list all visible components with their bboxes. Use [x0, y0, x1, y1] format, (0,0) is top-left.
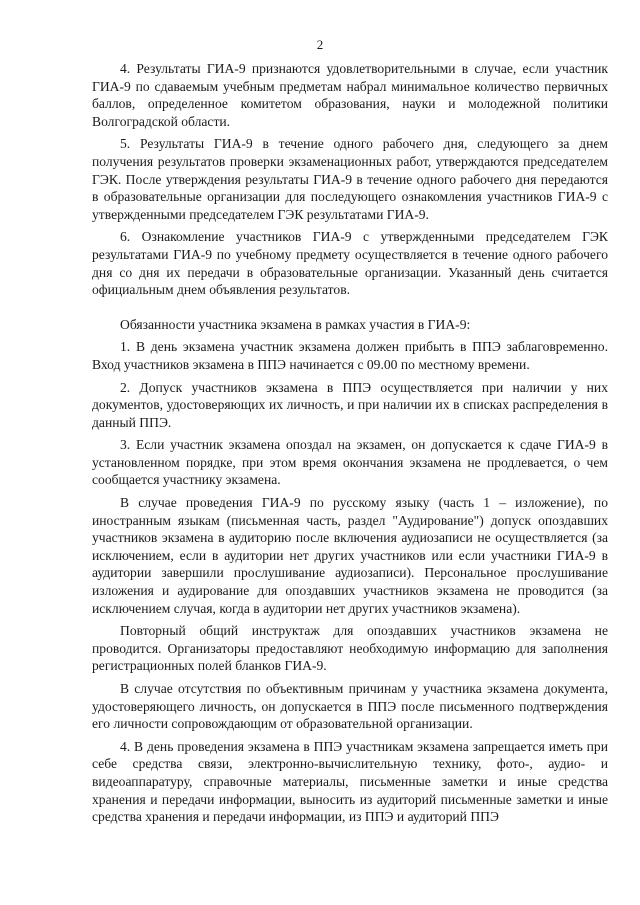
paragraph-briefing: Повторный общий инструктаж для опоздавших участников экзамена не проводится. Организаторы предоставляют необходимую информацию для заполнения регистрационных полей бланков ГИА-9.: [92, 623, 608, 674]
paragraph-late-arrival: 3. Если участник экзамена опоздал на экзамен, он допускается к сдаче ГИА-9 в установленном порядке, при этом время окончания экзамена не продлевается, о чем сообщается участнику экзамена.: [92, 437, 608, 488]
paragraph-arrival: 1. В день экзамена участник экзамена должен прибыть в ППЭ заблаговременно. Вход участников экзамена в ППЭ начинается с 09.00 по местному времени.: [92, 339, 608, 372]
paragraph-results-familiarization: 6. Ознакомление участников ГИА-9 с утвержденными председателем ГЭК результатами ГИА-9 по учебному предмету осуществляется в течение одного рабочего дня со дня их передачи в образовательные организации. Указанный день считается официальным днем объявления результатов.: [92, 229, 608, 298]
paragraph-audio-admission: В случае проведения ГИА-9 по русскому языку (часть 1 – изложение), по иностранным языкам (письменная часть, раздел "Аудирование") допуск опоздавших участников экзамена в аудиторию после включения аудиозаписи не осуществляется (за исключением, если в аудитории нет других участников или если участники ГИА-9 в аудитории завершили прослушивание аудиозаписи). Персональное прослушивание изложения и аудирование для опоздавших участников экзамена не проводится (за исключением случая, когда в аудитории нет других участников экзамена).: [92, 495, 608, 616]
paragraph-results-satisfactory: 4. Результаты ГИА-9 признаются удовлетворительными в случае, если участник ГИА-9 по сдаваемым учебным предметам набрал минимальное количество первичных баллов, определенное комитетом образования, науки и молодежной политики Волгоградской области.: [92, 61, 608, 129]
paragraph-admission: 2. Допуск участников экзамена в ППЭ осуществляется при наличии у них документов, удостоверяющих их личность, и при наличии их в списках распределения в данный ППЭ.: [92, 379, 608, 430]
paragraph-results-approval: 5. Результаты ГИА-9 в течение одного рабочего дня, следующего за днем получения результатов проверки экзаменационных работ, утверждаются председателем ГЭК. После утверждения результаты ГИА-9 в течение одного рабочего дня передаются в образовательные организации для последующего ознакомления участников ГИА-9 с утвержденными председателем ГЭК результатами ГИА-9.: [92, 136, 608, 222]
paragraph-missing-document: В случае отсутствия по объективным причинам у участника экзамена документа, удостоверяющего личность, он допускается в ППЭ после письменного подтверждения его личности сопровождающим от образовательной организации.: [92, 681, 608, 732]
page-number: 2: [316, 37, 324, 52]
paragraph-prohibited-items: 4. В день проведения экзамена в ППЭ участникам экзамена запрещается иметь при себе средства связи, электронно-вычислительную технику, фото-, аудио- и видеоаппаратуру, справочные материалы, письменные заметки и иные средства хранения и передачи информации, выносить из аудиторий письменные заметки и иные средства хранения и передачи информации, из ППЭ и аудиторий ППЭ: [92, 738, 608, 825]
document-body: [92, 60, 608, 826]
section-gap: [92, 299, 608, 316]
section-heading-duties: Обязанности участника экзамена в рамках участия в ГИА-9:: [120, 316, 471, 332]
